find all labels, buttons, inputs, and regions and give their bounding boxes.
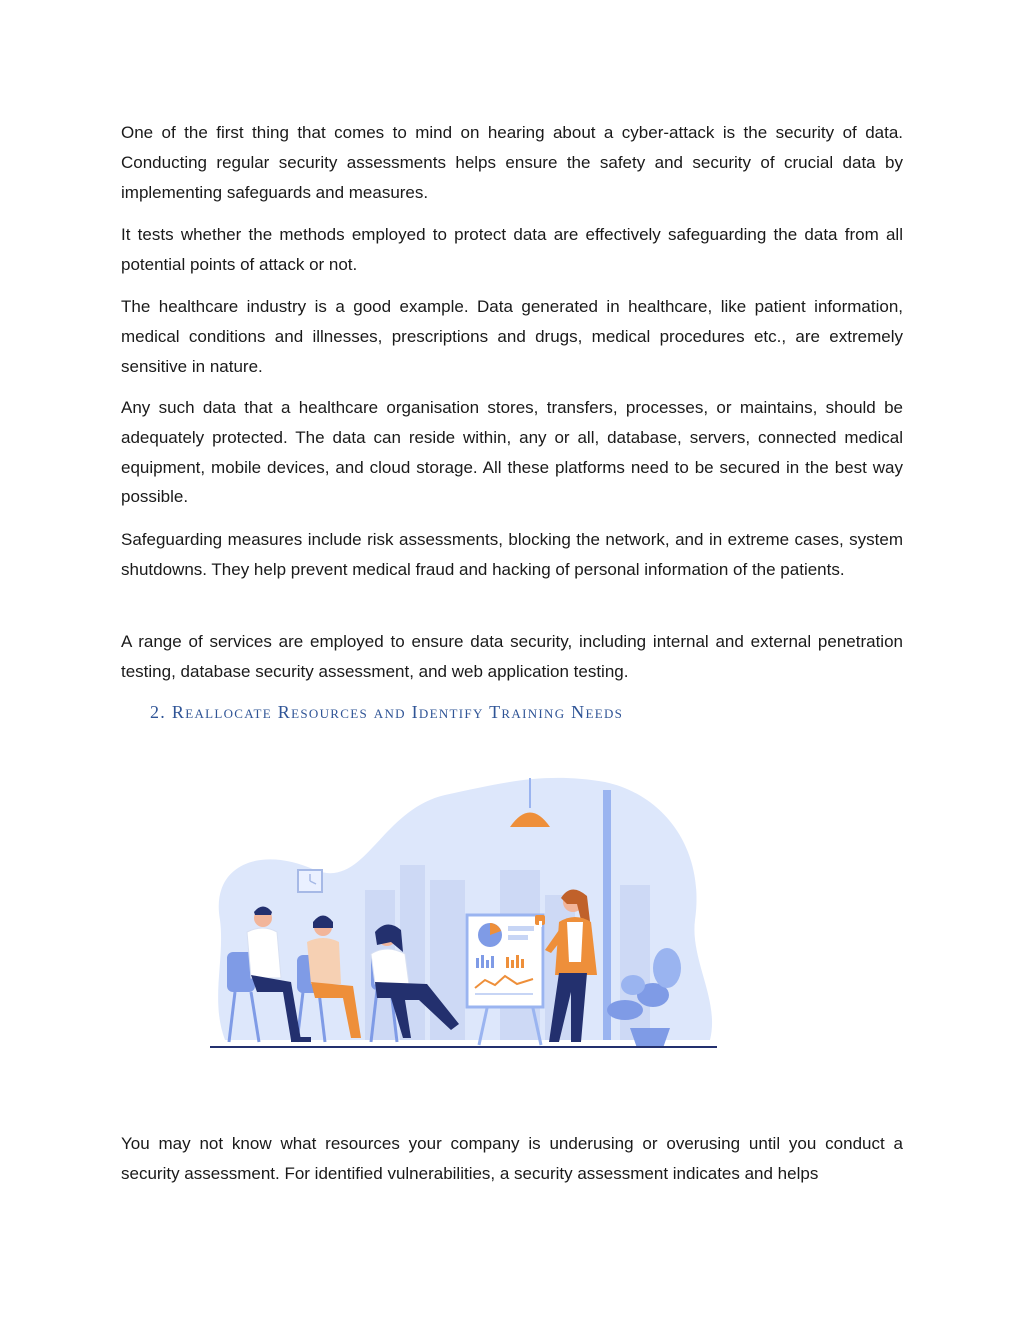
paragraph-data-security: One of the first thing that comes to mind on hearing about a cyber-attack is the security of data. Conducting regular security assessments helps ensure the safety and security of crucial data by implementing safeguards and measures.	[121, 123, 903, 202]
paragraph-methods-test: It tests whether the methods employed to protect data are effectively safeguarding the data from all potential points of attack or not.	[121, 225, 903, 274]
paragraph-healthcare-data: Any such data that a healthcare organisation stores, transfers, processes, or maintains, should be adequately protected. The data can reside within, any or all, database, servers, connected medical equipment, mobile devices, and cloud storage. All these platforms need to be secured in the best way possible.	[121, 398, 903, 507]
section-heading: 2. Reallocate Resources and Identify Training Needs	[150, 702, 624, 722]
paragraph-safeguarding-measures: Safeguarding measures include risk assessments, blocking the network, and in extreme cases, system shutdowns. They help prevent medical fraud and hacking of personal information of the patients.	[121, 530, 903, 579]
paragraph-resource-usage: You may not know what resources your company is underusing or overusing until you conduct a security assessment. For identified vulnerabilities, a security assessment indicates and helps	[121, 1134, 903, 1183]
team-meeting-illustration	[205, 770, 725, 1060]
paragraph-services: A range of services are employed to ensure data security, including internal and external penetration testing, database security assessment, and web application testing.	[121, 632, 903, 681]
paragraph-healthcare-example: The healthcare industry is a good example. Data generated in healthcare, like patient information, medical conditions and illnesses, prescriptions and drugs, medical procedures etc., are extremely sensitive in nature.	[121, 297, 903, 376]
